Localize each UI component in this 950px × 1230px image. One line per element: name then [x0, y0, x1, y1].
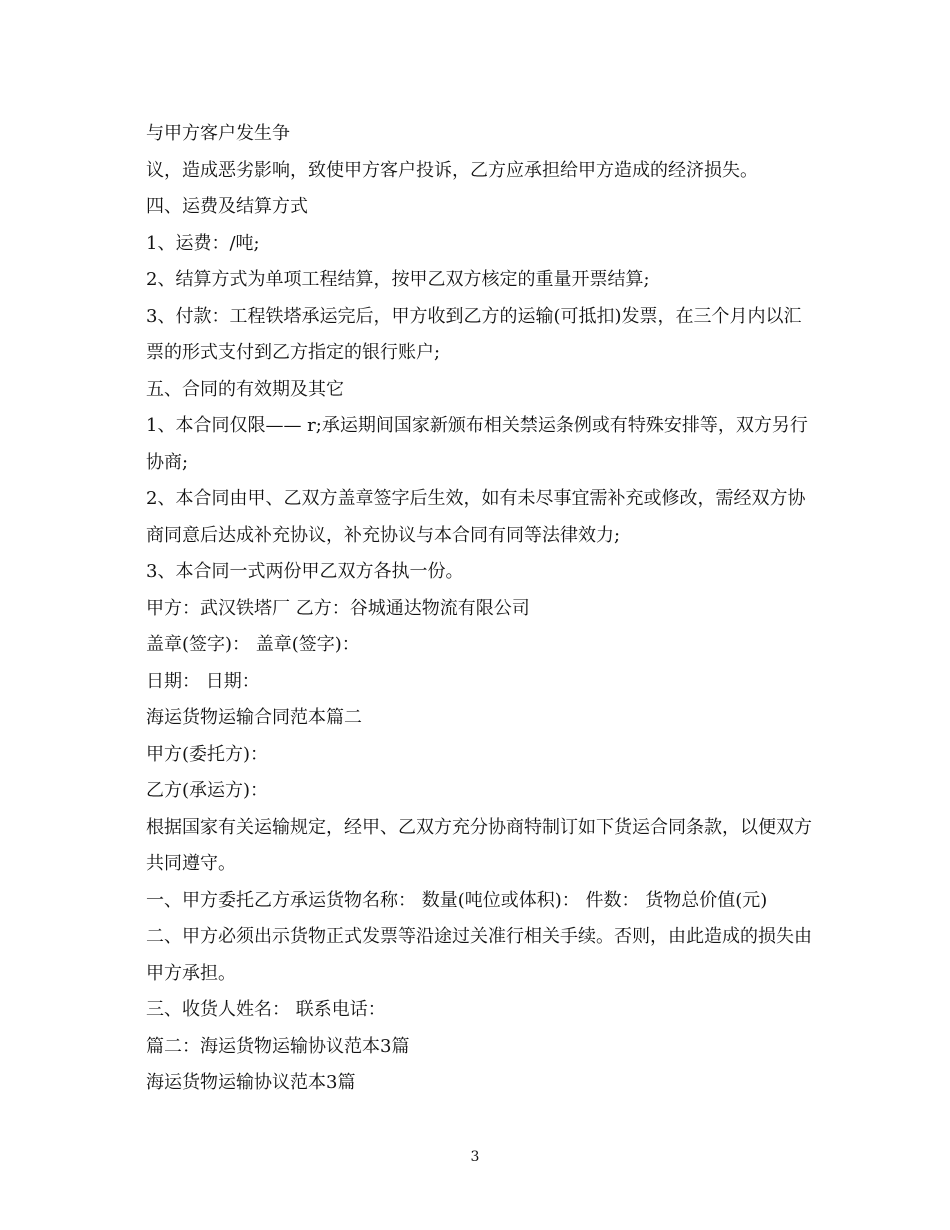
paragraph-validity-2: 2、本合同由甲、乙双方盖章签字后生效，如有未尽事宜需补充或修改，需经双方协商同意后达成补充协议，补充协议与本合同有同等法律效力; [146, 488, 806, 546]
paragraph-validity-3: 3、本合同一式两份甲乙双方各执一份。 [146, 561, 464, 582]
paragraph-freight: 1、运费：/吨; [146, 232, 260, 254]
paragraph-validity-1: 1、本合同仅限—— r;承运期间国家新颁布相关禁运条例或有特殊安排等，双方另行协商; [146, 415, 808, 473]
party-a-line: 甲方(委托方)： [146, 743, 269, 765]
clause-1: 一、甲方委托乙方承运货物名称： 数量(吨位或体积)： 件数： 货物总价值(元) [146, 889, 768, 911]
page-number: 3 [470, 1149, 480, 1165]
preamble-paragraph: 根据国家有关运输规定，经甲、乙双方充分协商特制订如下货运合同条款，以便双方共同遵守。 [146, 816, 812, 874]
agreement-title: 海运货物运输协议范本3篇 [146, 1072, 356, 1093]
seal-signature-line: 盖章(签字)： 盖章(签字)： [146, 634, 360, 655]
clause-2: 二、甲方必须出示货物正式发票等沿途过关准行相关手续。否则，由此造成的损失由甲方承担。 [146, 926, 812, 984]
paragraph-payment: 3、付款：工程铁塔承运完后，甲方收到乙方的运输(可抵扣)发票，在三个月内以汇票的形式支付到乙方指定的银行账户; [146, 305, 802, 363]
contract-title-2: 海运货物运输合同范本篇二 [146, 707, 362, 728]
paragraph-1: 与甲方客户发生争 [146, 123, 290, 144]
clause-3: 三、收货人姓名： 联系电话： [146, 999, 386, 1020]
section-heading-4: 四、运费及结算方式 [146, 196, 308, 217]
paragraph-settlement: 2、结算方式为单项工程结算，按甲乙双方核定的重量开票结算; [146, 269, 650, 290]
chapter-heading: 篇二：海运货物运输协议范本3篇 [146, 1035, 410, 1057]
paragraph-2: 议，造成恶劣影响，致使甲方客户投诉，乙方应承担给甲方造成的经济损失。 [146, 159, 758, 181]
document-body [146, 116, 818, 1102]
party-b-line: 乙方(承运方)： [146, 780, 269, 801]
parties-line: 甲方：武汉铁塔厂 乙方：谷城通达物流有限公司 [146, 597, 530, 619]
section-heading-5: 五、合同的有效期及其它 [146, 378, 344, 400]
date-line: 日期： 日期： [146, 670, 260, 692]
